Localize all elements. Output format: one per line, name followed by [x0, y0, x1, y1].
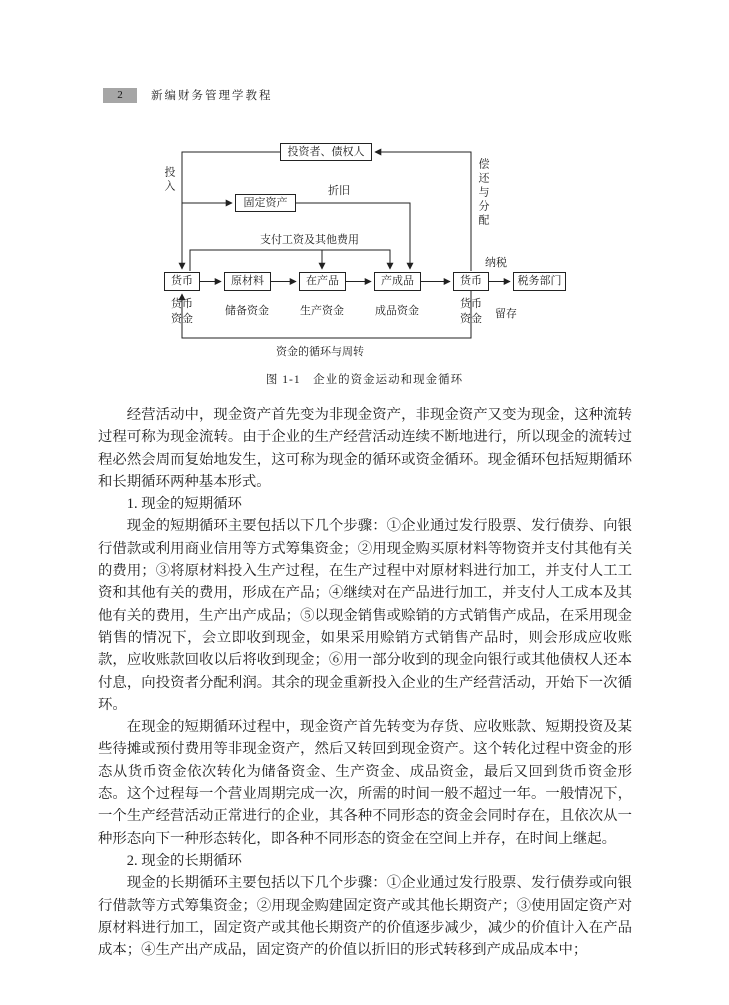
- box-investors-creditors: 投资者、债权人: [280, 143, 372, 161]
- page-number-badge: 2: [103, 88, 137, 103]
- label-money-fund-right: 货币资金: [460, 298, 482, 325]
- label-repay-distribute: 偿还与分配: [477, 158, 489, 228]
- diagram-flow-lines: [100, 138, 600, 370]
- box-money-start: 货币: [164, 272, 200, 291]
- page-header: [103, 87, 273, 103]
- paragraph-short-cycle-process: 在现金的短期循环过程中，现金资产首先转变为存货、应收账款、短期投资及某些待摊或预付费用等非现金资产，然后又转回到现金资产。这个转化过程中资金的形态从货币资金依次转化为储备资金、生产资金、成品资金，最后又回到货币资金形态。这个过程每一个营业周期完成一次，所需的时间一般不超过一年。一般情况下，一个生产经营活动正常进行的企业，其各种不同形态的资金会同时存在，且依次从一种形态向下一种形态转化，即各种不同形态的资金在空间上并存，在时间上继起。: [98, 719, 632, 847]
- label-reserve-fund: 储备资金: [225, 305, 269, 317]
- box-fixed-assets: 固定资产: [235, 194, 296, 212]
- box-tax-department: 税务部门: [513, 272, 566, 291]
- label-money-fund-left: 货币资金: [171, 298, 193, 325]
- heading-long-cycle: 2. 现金的长期循环: [126, 852, 242, 869]
- label-pay-tax: 纳税: [485, 257, 507, 269]
- paragraph-short-cycle-steps: 现金的短期循环主要包括以下几个步骤：①企业通过发行股票、发行债券、向银行借款或利用商业信用等方式筹集资金；②用现金购买原材料等物资并支付其他有关的费用；③将原材料投入生产过程，在生产过程中对原材料进行加工，并支付人工工资和其他有关的费用，形成在产品；④继续对在产品进行加工，并支付人工成本及其他有关的费用，生产出产成品；⑤以现金销售或赊销的方式销售产成品，在采用现金销售的情况下，会立即收到现金，如果采用赊销方式销售产品时，则会形成应收账款，应收账款回收以后将收到现金；⑥用一部分收到的现金向银行或其他债权人还本付息，向投资者分配利润。其余的现金重新投入企业的生产经营活动，开始下一次循环。: [98, 518, 632, 713]
- body-text: [98, 404, 632, 961]
- label-retained: 留存: [495, 308, 517, 320]
- book-title: 新编财务管理学教程: [151, 90, 273, 102]
- paragraph-intro: 经营活动中，现金资产首先变为非现金资产，非现金资产又变为现金，这种流转过程可称为现金流转。由于企业的生产经营活动连续不断地进行，所以现金的流转过程必然会周而复始地发生，这可称为现金的循环或资金循环。现金循环包括短期循环和长期循环两种基本形式。: [98, 407, 632, 490]
- box-money-end: 货币: [453, 272, 489, 291]
- box-work-in-progress: 在产品: [299, 272, 346, 291]
- diagram-cycle-caption: 资金的循环与周转: [276, 346, 364, 358]
- heading-short-cycle: 1. 现金的短期循环: [126, 496, 242, 513]
- figure-caption: 图 1-1 企业的资金运动和现金循环: [265, 374, 464, 386]
- cash-cycle-diagram: [100, 138, 600, 370]
- label-production-fund: 生产资金: [300, 305, 344, 317]
- label-pay-wages: 支付工资及其他费用: [260, 234, 359, 246]
- box-raw-materials: 原材料: [224, 272, 271, 291]
- label-input: 投入: [163, 166, 175, 194]
- paragraph-long-cycle-steps: 现金的长期循环主要包括以下几个步骤：①企业通过发行股票、发行债券或向银行借款等方式筹集资金；②用现金购建固定资产或其他长期资产；③使用固定资产对原材料进行加工，固定资产或其他长期资产的价值逐步减少，减少的价值计入在产品成本；④生产出产成品，固定资产的价值以折旧的形式转移到产成品成本中；: [98, 875, 632, 959]
- label-finished-fund: 成品资金: [375, 305, 419, 317]
- box-finished-goods: 产成品: [374, 272, 421, 291]
- label-depreciation: 折旧: [328, 185, 350, 197]
